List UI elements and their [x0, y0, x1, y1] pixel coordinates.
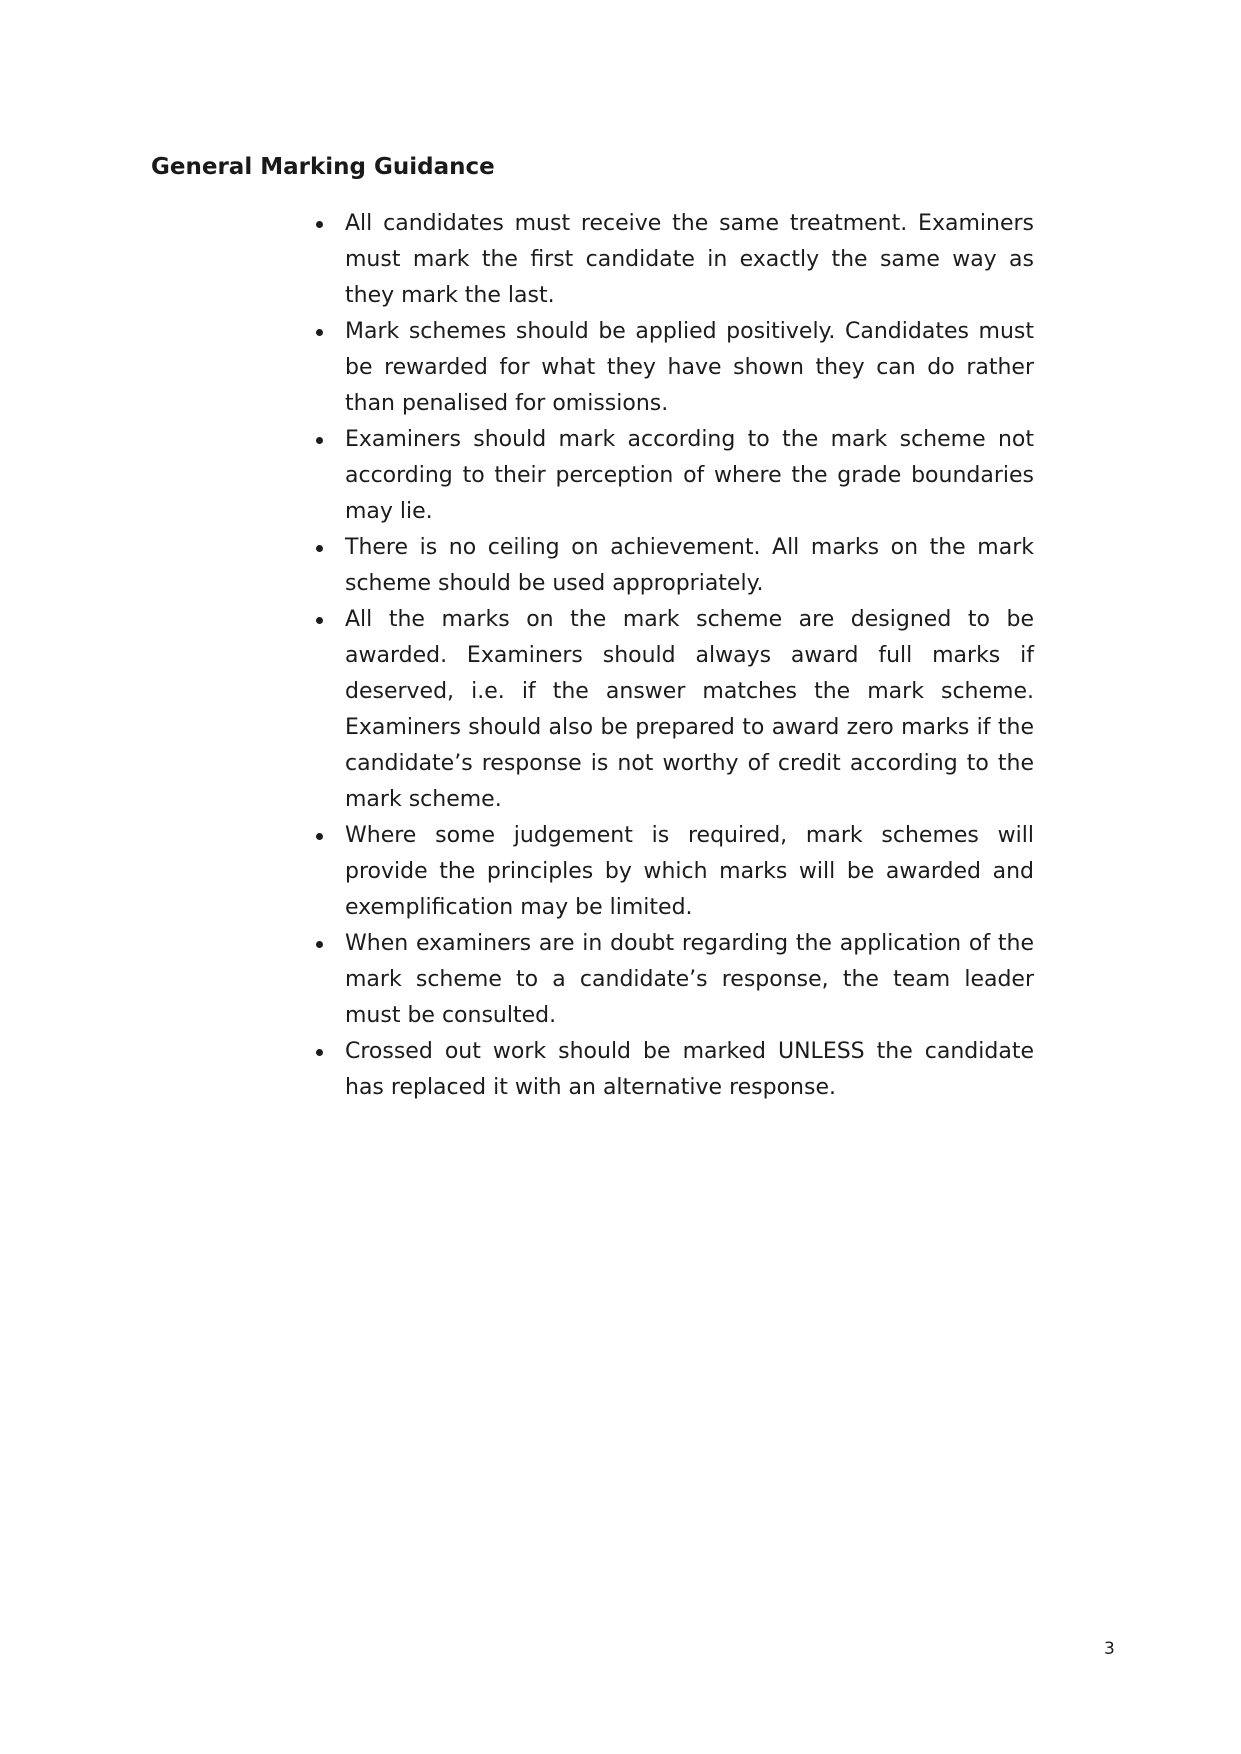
- bullet-icon: [314, 818, 324, 854]
- guidance-list: [345, 206, 1034, 1106]
- bullet-icon: [314, 1034, 324, 1070]
- list-item: [345, 1034, 1034, 1106]
- list-item: [345, 926, 1034, 1034]
- list-item-text: There is no ceiling on achievement. All marks on the mark scheme should be used appropriately.: [345, 535, 1034, 596]
- section-heading: General Marking Guidance: [151, 154, 495, 180]
- list-item: [345, 206, 1034, 314]
- bullet-icon: [314, 602, 324, 638]
- bullet-icon: [314, 530, 324, 566]
- list-item: [345, 314, 1034, 422]
- list-item: [345, 530, 1034, 602]
- list-item-text: Mark schemes should be applied positively. Candidates must be rewarded for what they have shown they can do rather than penalised for omissions.: [345, 319, 1034, 416]
- list-item: [345, 818, 1034, 926]
- list-item-text: Where some judgement is required, mark schemes will provide the principles by which marks will be awarded and exemplification may be limited.: [345, 823, 1034, 920]
- list-item: [345, 422, 1034, 530]
- list-item-text: When examiners are in doubt regarding the application of the mark scheme to a candidate’s response, the team leader must be consulted.: [345, 931, 1034, 1028]
- bullet-icon: [314, 422, 324, 458]
- list-item-text: Examiners should mark according to the mark scheme not according to their perception of where the grade boundaries may lie.: [345, 427, 1034, 524]
- page-number: 3: [1104, 1639, 1115, 1659]
- list-item-text: All the marks on the mark scheme are designed to be awarded. Examiners should always award full marks if deserved, i.e. if the answer matches the mark scheme. Examiners should also be prepared to award zero marks if the candidate’s response is not worthy of credit according to the mark scheme.: [345, 607, 1034, 812]
- list-item: [345, 602, 1034, 818]
- bullet-icon: [314, 206, 324, 242]
- list-item-text: All candidates must receive the same treatment. Examiners must mark the first candidate in exactly the same way as they mark the last.: [345, 211, 1034, 308]
- list-item-text: Crossed out work should be marked UNLESS the candidate has replaced it with an alternative response.: [345, 1039, 1034, 1100]
- bullet-icon: [314, 926, 324, 962]
- bullet-icon: [314, 314, 324, 350]
